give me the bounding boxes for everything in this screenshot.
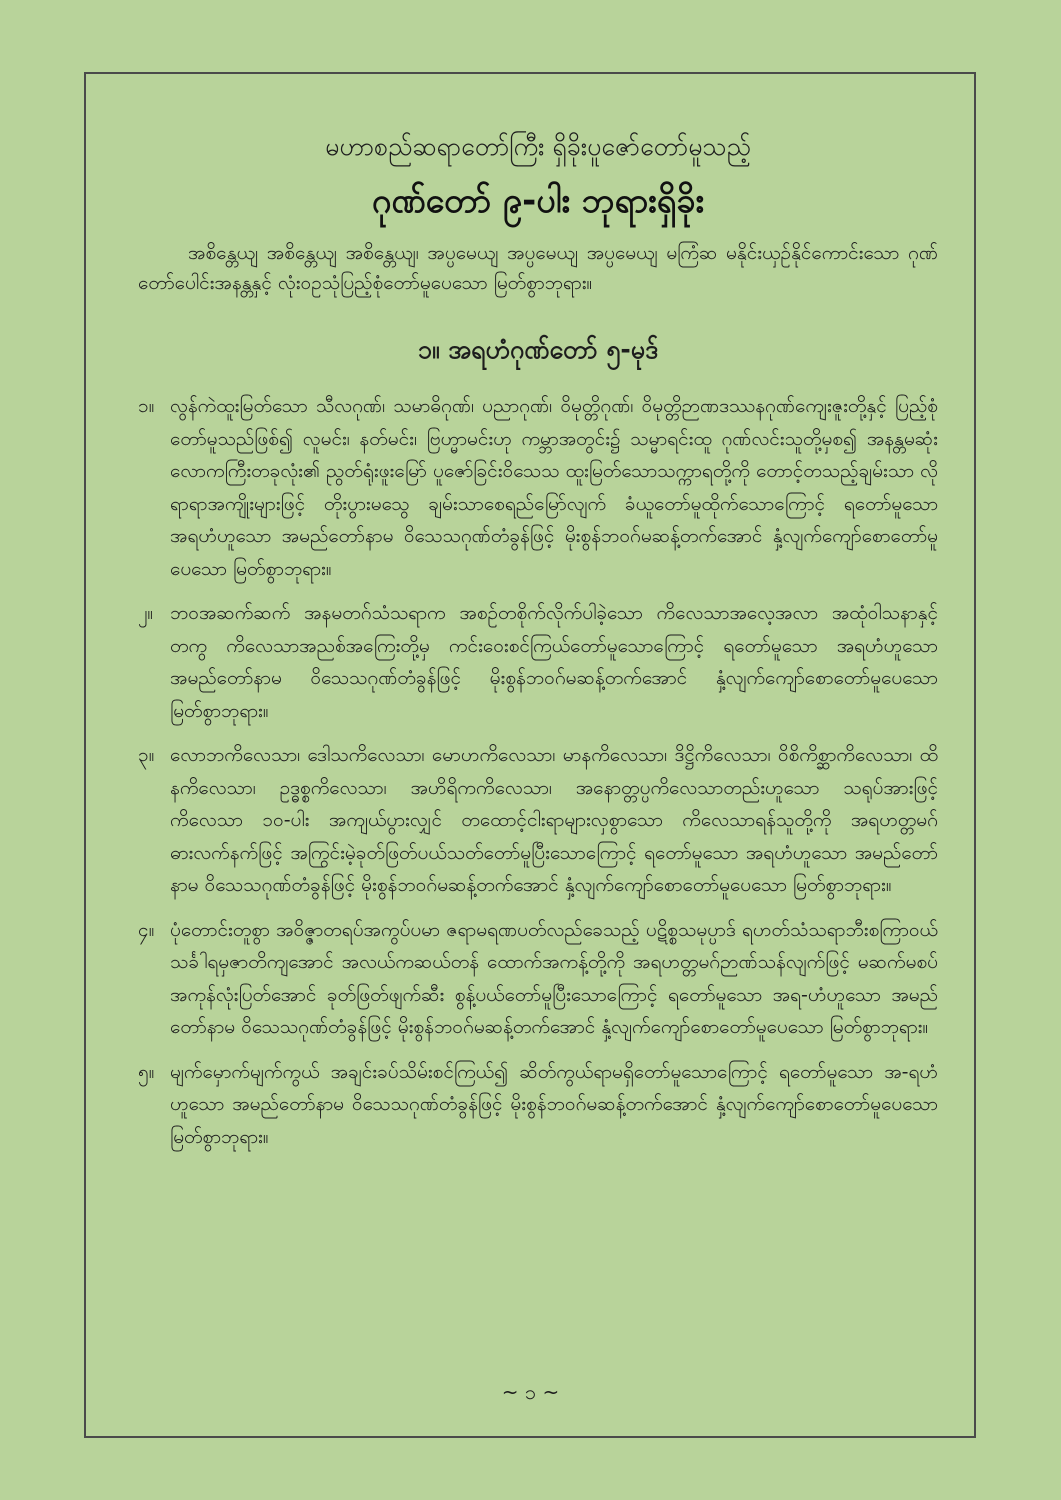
list-item [138,739,938,902]
page-subtitle: မဟာစည်ဆရာတော်ကြီး ရှိခိုးပူဇော်တော်မူသည့် [325,132,751,161]
item-text: လောဘကိလေသာ၊ ဒေါသကိလေသာ၊ မောဟကိလေသာ၊ မာနကိလေသာ၊ ဒိဋ္ဌိကိလေသာ၊ ဝိစိကိစ္ဆာကိလေသာ၊ ထိနကိလေသာ၊ ဥဒ္ဓစ္စကိလေသာ၊ အဟိရိကကိလေသာ၊ အနောတ္တပ္ပကိလေသာတည်းဟူသော သရုပ်အားဖြင့် ကိလေသာ ၁၀-ပါး အကျယ်ပွားလျှင် တထောင့်ငါးရာများလှစွာသော ကိလေသာရန်သူတို့ကို အရဟတ္တမဂ်ဓားလက်နက်ဖြင့် အကြွင်းမဲ့ခုတ်ဖြတ်ပယ်သတ်တော်မူပြီးသောကြောင့် ရတော်မူသော အရဟံဟူသော အမည်တော်နာမ ဝိသေသဂုဏ်တံခွန်ဖြင့် မိုးစွန်ဘဝဂ်မဆန့်တက်အောင် နှံ့လျက်ကျော်စောတော်မူပေသော မြတ်စွာဘုရား။ [170,744,938,896]
page-title: ဂုဏ်တော် ၉-ပါး ဘုရားရှိခိုး [371,181,705,221]
item-number: ၃။ [138,744,155,766]
item-text: ဘဝအဆက်ဆက် အနမတဂ်သံသရာက အစဉ်တစိုက်လိုက်ပါခဲ့သော ကိလေသာအလေ့အလာ အထုံဝါသနာနှင့်တကွ ကိလေသာအညစ်အကြေးတို့မှ ကင်းဝေးစင်ကြယ်တော်မူသောကြောင့် ရတော်မူသော အရဟံဟူသော အမည်တော်နာမ ဝိသေသဂုဏ်တံခွန်ဖြင့် မိုးစွန်ဘဝဂ်မဆန့်တက်အောင် နှံ့လျက်ကျော်စောတော်မူပေသော မြတ်စွာဘုရား။ [170,602,938,722]
item-text: မျက်မှောက်မျက်ကွယ် အချင်းခပ်သိမ်းစင်ကြယ်၍ ဆိတ်ကွယ်ရာမရှိတော်မူသောကြောင့် ရတော်မူသော အ-ရဟံဟူသော အမည်တော်နာမ ဝိသေသဂုဏ်တံခွန်ဖြင့် မိုးစွန်ဘဝဂ်မဆန့်တက်အောင် နှံ့လျက်ကျော်စောတော်မူပေသော မြတ်စွာဘုရား။ [170,1060,938,1148]
intro-paragraph: အစိန္တေယျ အစိန္တေယျ အစိန္တေယျ၊ အပ္ပမေယျ အပ္ပမေယျ အပ္ပမေယျ မကြံဆ မနိုင်းယှဉ်နိုင်ကောင်းသော ဂုဏ်တော်ပေါင်းအနန္တနှင့် လုံးဝဥသုံပြည့်စုံတော်မူပေသော မြတ်စွာဘုရား။ [138,242,938,294]
list-item [138,1056,938,1154]
section-heading: ၁။ အရဟံဂုဏ်တော် ၅-မုဒ် [417,335,659,364]
list-item [138,597,938,727]
item-number: ၄။ [138,918,155,941]
list-item [138,390,938,585]
list-item [138,914,938,1044]
item-text: ပုံတောင်းတူစွာ အဝိဇ္ဇာတရပ်အကွပ်ပမာ ဇရာမရဏပတ်လည်ခေသည့် ပဋိစ္စသမုပ္ပာဒ် ရဟတ်သံသရာဘီးစကြာဝယ် သင်္ခါရမှဇာတိကျအောင် အလယ်ကဆယ်တန် ထောက်အကန့်တို့ကို အရဟတ္တမဂ်ဉာဏ်သန်လျက်ဖြင့် မဆက်မစပ် အကုန်လုံးပြတ်အောင် ခုတ်ဖြတ်ဖျက်ဆီး စွန့်ပယ်တော်မူပြီးသောကြောင့် ရတော်မူသော အရ-ဟံဟူသော အမည်တော်နာမ ဝိသေသဂုဏ်တံခွန်ဖြင့် မိုးစွန်ဘဝဂ်မဆန့်တက်အောင် နှံ့လျက်ကျော်စောတော်မူပေသော မြတ်စွာဘုရား။ [170,918,938,1038]
item-text: လွန်ကဲထူးမြတ်သော သီလဂုဏ်၊ သမာဓိဂုဏ်၊ ပညာဂုဏ်၊ ဝိမုတ္တိဂုဏ်၊ ဝိမုတ္တိဉာဏဒဿနဂုဏ်ကျေးဇူးတို့နှင့် ပြည့်စုံတော်မူသည်ဖြစ်၍ လူမင်း၊ နတ်မင်း၊ ဗြဟ္မာမင်းဟု ကမ္ဘာအတွင်း၌ သမ္မာရင်းထူ ဂုဏ်လင်းသူတို့မှစ၍ အနန္တမဆုံး လောကကြီးတခုလုံး၏ ညွတ်ရုံးဖူးမြော် ပူဇော်ခြင်းဝိသေသ ထူးမြတ်သောသက္ကာရတို့ကို တောင့်တသည့်ချမ်းသာ လိုရာရာအကျိုးများဖြင့် တိုးပွားမသွေ ချမ်းသာစေရည်မြော်လျက် ခံယူတော်မူထိုက်သောကြောင့် ရတော်မူသော အရဟံဟူသော အမည်တော်နာမ ဝိသေသဂုဏ်တံခွန်ဖြင့် မိုးစွန်ဘဝဂ်မဆန့်တက်အောင် နှံ့လျက်ကျော်စောတော်မူပေသော မြတ်စွာဘုရား။ [170,395,938,580]
item-number: ၅။ [138,1060,155,1083]
page-number: ~ ၁ ~ [501,1380,560,1404]
verse-list [138,390,938,1153]
page-content [138,130,938,1165]
item-number: ၁။ [138,395,155,417]
item-number: ၂။ [138,602,154,624]
